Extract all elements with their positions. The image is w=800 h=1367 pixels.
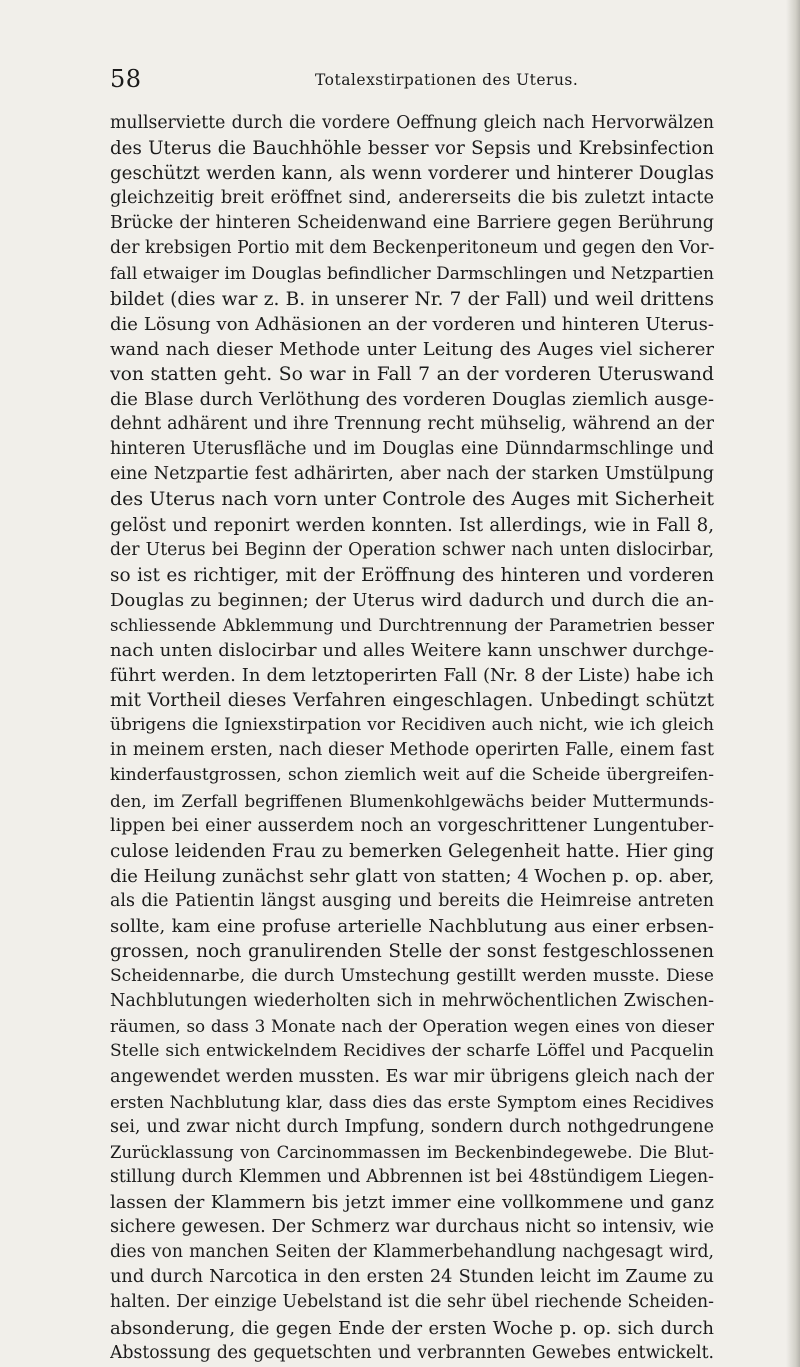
text-line: Nachblutungen wiederholten sich in mehrwöchentlichen Zwischen- (110, 991, 714, 1012)
text-line: führt werden. In dem letztoperirten Fall (Nr. 8 der Liste) habe ich (110, 665, 714, 687)
text-line: von statten geht. So war in Fall 7 an der vorderen Uteruswand (110, 363, 714, 385)
text-line: halten. Der einzige Uebelstand ist die sehr übel riechende Scheiden- (110, 1292, 714, 1313)
text-line: und durch Narcotica in den ersten 24 Stunden leicht im Zaume zu (110, 1267, 714, 1288)
text-line: lippen bei einer ausserdem noch an vorgeschrittener Lungentuber- (110, 815, 714, 836)
text-line: in meinem ersten, nach dieser Methode operirten Falle, einem fast (110, 740, 714, 761)
text-line: grossen, noch granulirenden Stelle der sonst festgeschlossenen (110, 941, 714, 963)
text-line: angewendet werden mussten. Es war mir übrigens gleich nach der (110, 1066, 714, 1087)
text-line: ersten Nachblutung klar, dass dies das erste Symptom eines Recidives (110, 1091, 714, 1112)
text-line: des Uterus nach vorn unter Controle des Auges mit Sicherheit (110, 488, 714, 511)
text-line: stillung durch Klemmen und Abbrennen ist bei 48stündigem Liegen- (110, 1166, 714, 1187)
text-line: sollte, kam eine profuse arterielle Nachblutung aus einer erbsen- (110, 916, 714, 937)
body-text (110, 111, 714, 1366)
text-line: die Heilung zunächst sehr glatt von statten; 4 Wochen p. op. aber, (110, 865, 714, 887)
text-line: eine Netzpartie fest adhärirten, aber nach der starken Umstülpung (110, 464, 714, 485)
text-line: nach unten dislocirbar und alles Weitere kann unschwer durchge- (110, 639, 714, 661)
text-line: gelöst und reponirt werden konnten. Ist allerdings, wie in Fall 8, (110, 514, 714, 536)
text-line: bildet (dies war z. B. in unserer Nr. 7 der Fall) und weil drittens (110, 288, 714, 310)
text-line: Stelle sich entwickelndem Recidives der scharfe Löffel und Pacquelin (110, 1041, 714, 1062)
text-line: so ist es richtiger, mit der Eröffnung des hinteren und vorderen (110, 564, 714, 586)
text-line: geschützt werden kann, als wenn vorderer und hinterer Douglas (110, 163, 714, 185)
text-line: die Lösung von Adhäsionen an der vorderen und hinteren Uterus- (110, 313, 714, 335)
text-line: kinderfaustgrossen, schon ziemlich weit auf die Scheide übergreifen- (110, 765, 714, 786)
text-line: Douglas zu beginnen; der Uterus wird dadurch und durch die an- (110, 589, 714, 611)
text-line: culose leidenden Frau zu bemerken Gelegenheit hatte. Hier ging (110, 840, 714, 862)
text-line: Abstossung des gequetschten und verbrannten Gewebes entwickelt. (110, 1342, 714, 1363)
text-line: fall etwaiger im Douglas befindlicher Darmschlingen und Netzpartien (110, 263, 714, 284)
text-line: des Uterus die Bauchhöhle besser vor Sepsis und Krebsinfection (110, 138, 714, 160)
page-number: 58 (110, 65, 142, 93)
text-line: mit Vortheil dieses Verfahren eingeschlagen. Unbedingt schützt (110, 690, 714, 712)
text-line: sichere gewesen. Der Schmerz war durchaus nicht so intensiv, wie (110, 1217, 714, 1238)
text-line: den, im Zerfall begriffenen Blumenkohlgewächs beider Muttermunds- (110, 790, 714, 811)
text-line: der Uterus bei Beginn der Operation schwer nach unten dislocirbar, (110, 539, 714, 560)
text-line: gleichzeitig breit eröffnet sind, andererseits die bis zuletzt intacte (110, 188, 714, 209)
text-line: Brücke der hinteren Scheidenwand eine Barriere gegen Berührung (110, 213, 714, 234)
page-edge-shadow (786, 0, 800, 1367)
page-header (110, 64, 710, 94)
text-line: der krebsigen Portio mit dem Beckenperitoneum und gegen den Vor- (110, 238, 714, 259)
text-line: lassen der Klammern bis jetzt immer eine vollkommene und ganz (110, 1192, 714, 1214)
text-line: übrigens die Igniexstirpation vor Recidiven auch nicht, wie ich gleich (110, 715, 714, 736)
text-line: dies von manchen Seiten der Klammerbehandlung nachgesagt wird, (110, 1242, 714, 1263)
text-line: hinteren Uterusfläche und im Douglas eine Dünndarmschlinge und (110, 439, 714, 460)
text-line: als die Patientin längst ausging und bereits die Heimreise antreten (110, 890, 714, 911)
text-line: Zurücklassung von Carcinommassen im Beckenbindegewebe. Die Blut- (110, 1142, 714, 1162)
running-title: Totalexstirpationen des Uterus. (315, 71, 579, 89)
text-line: absonderung, die gegen Ende der ersten Woche p. op. sich durch (110, 1317, 714, 1339)
text-line: die Blase durch Verlöthung des vorderen Douglas ziemlich ausge- (110, 389, 714, 411)
text-line: schliessende Abklemmung und Durchtrennung der Parametrien besser (110, 615, 714, 635)
text-line: dehnt adhärent und ihre Trennung recht mühselig, während an der (110, 414, 714, 435)
text-line: mullserviette durch die vordere Oeffnung gleich nach Hervorwälzen (110, 113, 714, 133)
text-line: räumen, so dass 3 Monate nach der Operation wegen eines von dieser (110, 1016, 714, 1037)
text-line: wand nach dieser Methode unter Leitung des Auges viel sicherer (110, 338, 714, 360)
text-line: sei, und zwar nicht durch Impfung, sondern durch nothgedrungene (110, 1116, 714, 1137)
text-line: Scheidennarbe, die durch Umstechung gestillt werden musste. Diese (110, 966, 714, 987)
